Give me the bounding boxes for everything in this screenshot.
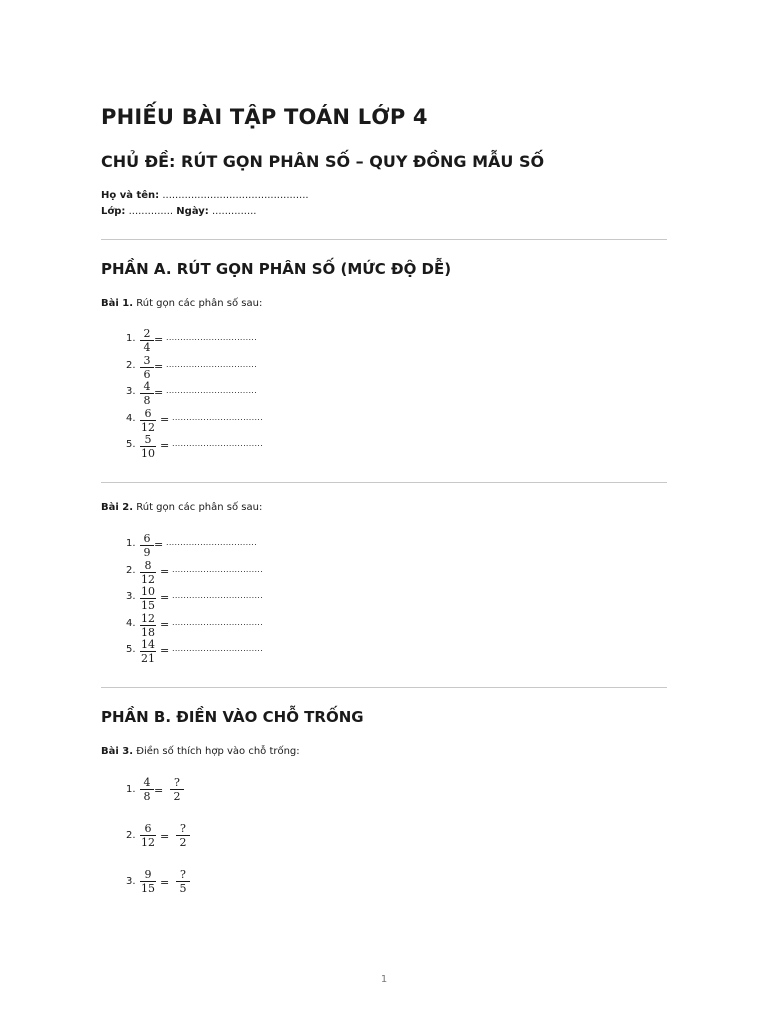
item-number: 1. bbox=[126, 333, 136, 344]
answer-blank: ................................ bbox=[172, 617, 263, 627]
numerator: 10 bbox=[141, 585, 155, 598]
page-number: 1 bbox=[380, 974, 388, 985]
denominator: 5 bbox=[179, 882, 187, 895]
equals-sign: = bbox=[160, 644, 170, 657]
equals-sign: = bbox=[154, 386, 164, 399]
numerator: ? bbox=[180, 822, 186, 835]
item-number: 1. bbox=[126, 538, 136, 549]
item-number: 5. bbox=[126, 439, 136, 450]
divider bbox=[101, 687, 667, 688]
exercise-1-prompt bbox=[101, 298, 262, 309]
part-b-heading: PHẦN B. ĐIỀN VÀO CHỖ TRỐNG bbox=[101, 708, 364, 726]
numerator: 3 bbox=[143, 353, 151, 367]
fraction bbox=[140, 434, 156, 459]
equals-sign: = bbox=[160, 564, 170, 578]
answer-blank: ................................ bbox=[166, 386, 257, 395]
numerator: ? bbox=[174, 776, 180, 789]
list-item bbox=[126, 408, 326, 432]
date-blank: .............. bbox=[211, 206, 257, 217]
equals-sign: = bbox=[154, 333, 164, 346]
page-subtitle: CHỦ ĐỀ: RÚT GỌN PHÂN SỐ – QUY ĐỒNG MẪU SỐ bbox=[101, 152, 545, 171]
denominator: 6 bbox=[143, 367, 151, 381]
exercise-1-label: Bài 1. bbox=[101, 298, 134, 309]
fraction bbox=[140, 381, 154, 406]
list-item bbox=[126, 328, 326, 352]
target-fraction bbox=[176, 823, 190, 848]
target-fraction bbox=[170, 777, 184, 802]
list-item bbox=[126, 777, 246, 803]
denominator: 12 bbox=[141, 572, 155, 586]
list-item bbox=[126, 355, 326, 379]
item-number: 2. bbox=[126, 830, 136, 841]
list-item bbox=[126, 613, 326, 637]
divider bbox=[101, 482, 667, 483]
equals-sign: = bbox=[154, 359, 164, 373]
numerator: 14 bbox=[141, 638, 155, 651]
denominator: 9 bbox=[143, 546, 151, 559]
list-item bbox=[126, 639, 326, 663]
item-number: 2. bbox=[126, 564, 136, 576]
equals-sign: = bbox=[160, 617, 170, 631]
item-number: 1. bbox=[126, 784, 136, 795]
part-a-heading: PHẦN A. RÚT GỌN PHÂN SỐ (MỨC ĐỘ DỄ) bbox=[101, 260, 452, 278]
fraction bbox=[140, 355, 154, 380]
equals-sign: = bbox=[160, 876, 170, 889]
equals-sign: = bbox=[160, 412, 170, 426]
fraction bbox=[140, 639, 156, 664]
denominator: 12 bbox=[141, 420, 155, 434]
exercise-2-label: Bài 2. bbox=[101, 502, 134, 513]
numerator: 12 bbox=[141, 611, 155, 625]
answer-blank: ................................ bbox=[172, 564, 263, 574]
denominator: 2 bbox=[179, 836, 187, 849]
student-name-line bbox=[101, 190, 309, 201]
answer-blank: ................................ bbox=[172, 644, 263, 653]
denominator: 8 bbox=[143, 394, 151, 407]
exercise-3-prompt bbox=[101, 746, 300, 757]
target-fraction bbox=[176, 869, 190, 894]
class-blank: .............. bbox=[128, 206, 174, 217]
fraction bbox=[140, 533, 154, 558]
list-item bbox=[126, 869, 246, 895]
numerator: 6 bbox=[144, 406, 152, 420]
equals-sign: = bbox=[160, 439, 170, 452]
exercise-2-prompt bbox=[101, 502, 262, 513]
name-blank: .............................................. bbox=[162, 190, 309, 201]
fraction bbox=[140, 408, 156, 433]
fraction bbox=[140, 560, 156, 585]
exercise-3-label: Bài 3. bbox=[101, 746, 134, 757]
equals-sign: = bbox=[154, 784, 164, 797]
item-number: 2. bbox=[126, 359, 136, 371]
numerator: 4 bbox=[143, 380, 151, 393]
item-number: 3. bbox=[126, 591, 136, 602]
name-label: Họ và tên: bbox=[101, 190, 160, 201]
item-number: 3. bbox=[126, 386, 136, 397]
equals-sign: = bbox=[160, 830, 170, 843]
divider bbox=[101, 239, 667, 240]
denominator: 15 bbox=[141, 599, 155, 612]
numerator: 2 bbox=[143, 327, 151, 340]
answer-blank: ................................ bbox=[172, 591, 263, 600]
fraction bbox=[140, 613, 156, 638]
answer-blank: ................................ bbox=[166, 538, 257, 547]
equals-sign: = bbox=[160, 591, 170, 604]
list-item bbox=[126, 381, 326, 405]
numerator: 6 bbox=[143, 532, 151, 545]
list-item bbox=[126, 560, 326, 584]
fraction bbox=[140, 777, 154, 802]
item-number: 4. bbox=[126, 412, 136, 424]
denominator: 18 bbox=[141, 625, 155, 639]
answer-blank: ................................ bbox=[166, 359, 257, 369]
class-label: Lớp: bbox=[101, 206, 126, 217]
fraction bbox=[140, 586, 156, 611]
denominator: 12 bbox=[141, 836, 155, 849]
denominator: 15 bbox=[141, 882, 155, 895]
answer-blank: ................................ bbox=[166, 333, 257, 342]
answer-blank: ................................ bbox=[172, 439, 263, 448]
numerator: 6 bbox=[144, 822, 152, 835]
fraction bbox=[140, 328, 154, 353]
class-date-line bbox=[101, 206, 257, 217]
numerator: 8 bbox=[144, 558, 152, 572]
date-label: Ngày: bbox=[176, 206, 209, 217]
denominator: 10 bbox=[141, 447, 155, 460]
item-number: 3. bbox=[126, 876, 136, 887]
fraction bbox=[140, 869, 156, 894]
answer-blank: ................................ bbox=[172, 412, 263, 422]
exercise-1-instruction: Rút gọn các phân số sau: bbox=[136, 298, 263, 309]
numerator: 9 bbox=[144, 868, 152, 881]
denominator: 8 bbox=[143, 790, 151, 803]
denominator: 21 bbox=[141, 652, 155, 665]
list-item bbox=[126, 434, 326, 458]
list-item bbox=[126, 823, 246, 849]
fraction bbox=[140, 823, 156, 848]
page-title: PHIẾU BÀI TẬP TOÁN LỚP 4 bbox=[101, 105, 428, 129]
denominator: 2 bbox=[173, 790, 181, 803]
denominator: 4 bbox=[143, 341, 151, 354]
equals-sign: = bbox=[154, 538, 164, 551]
exercise-2-instruction: Rút gọn các phân số sau: bbox=[136, 502, 263, 513]
item-number: 4. bbox=[126, 617, 136, 629]
numerator: ? bbox=[180, 868, 186, 881]
list-item bbox=[126, 533, 326, 557]
numerator: 4 bbox=[143, 776, 151, 789]
item-number: 5. bbox=[126, 644, 136, 655]
list-item bbox=[126, 586, 326, 610]
exercise-3-instruction: Điền số thích hợp vào chỗ trống: bbox=[136, 746, 300, 757]
numerator: 5 bbox=[144, 433, 152, 446]
